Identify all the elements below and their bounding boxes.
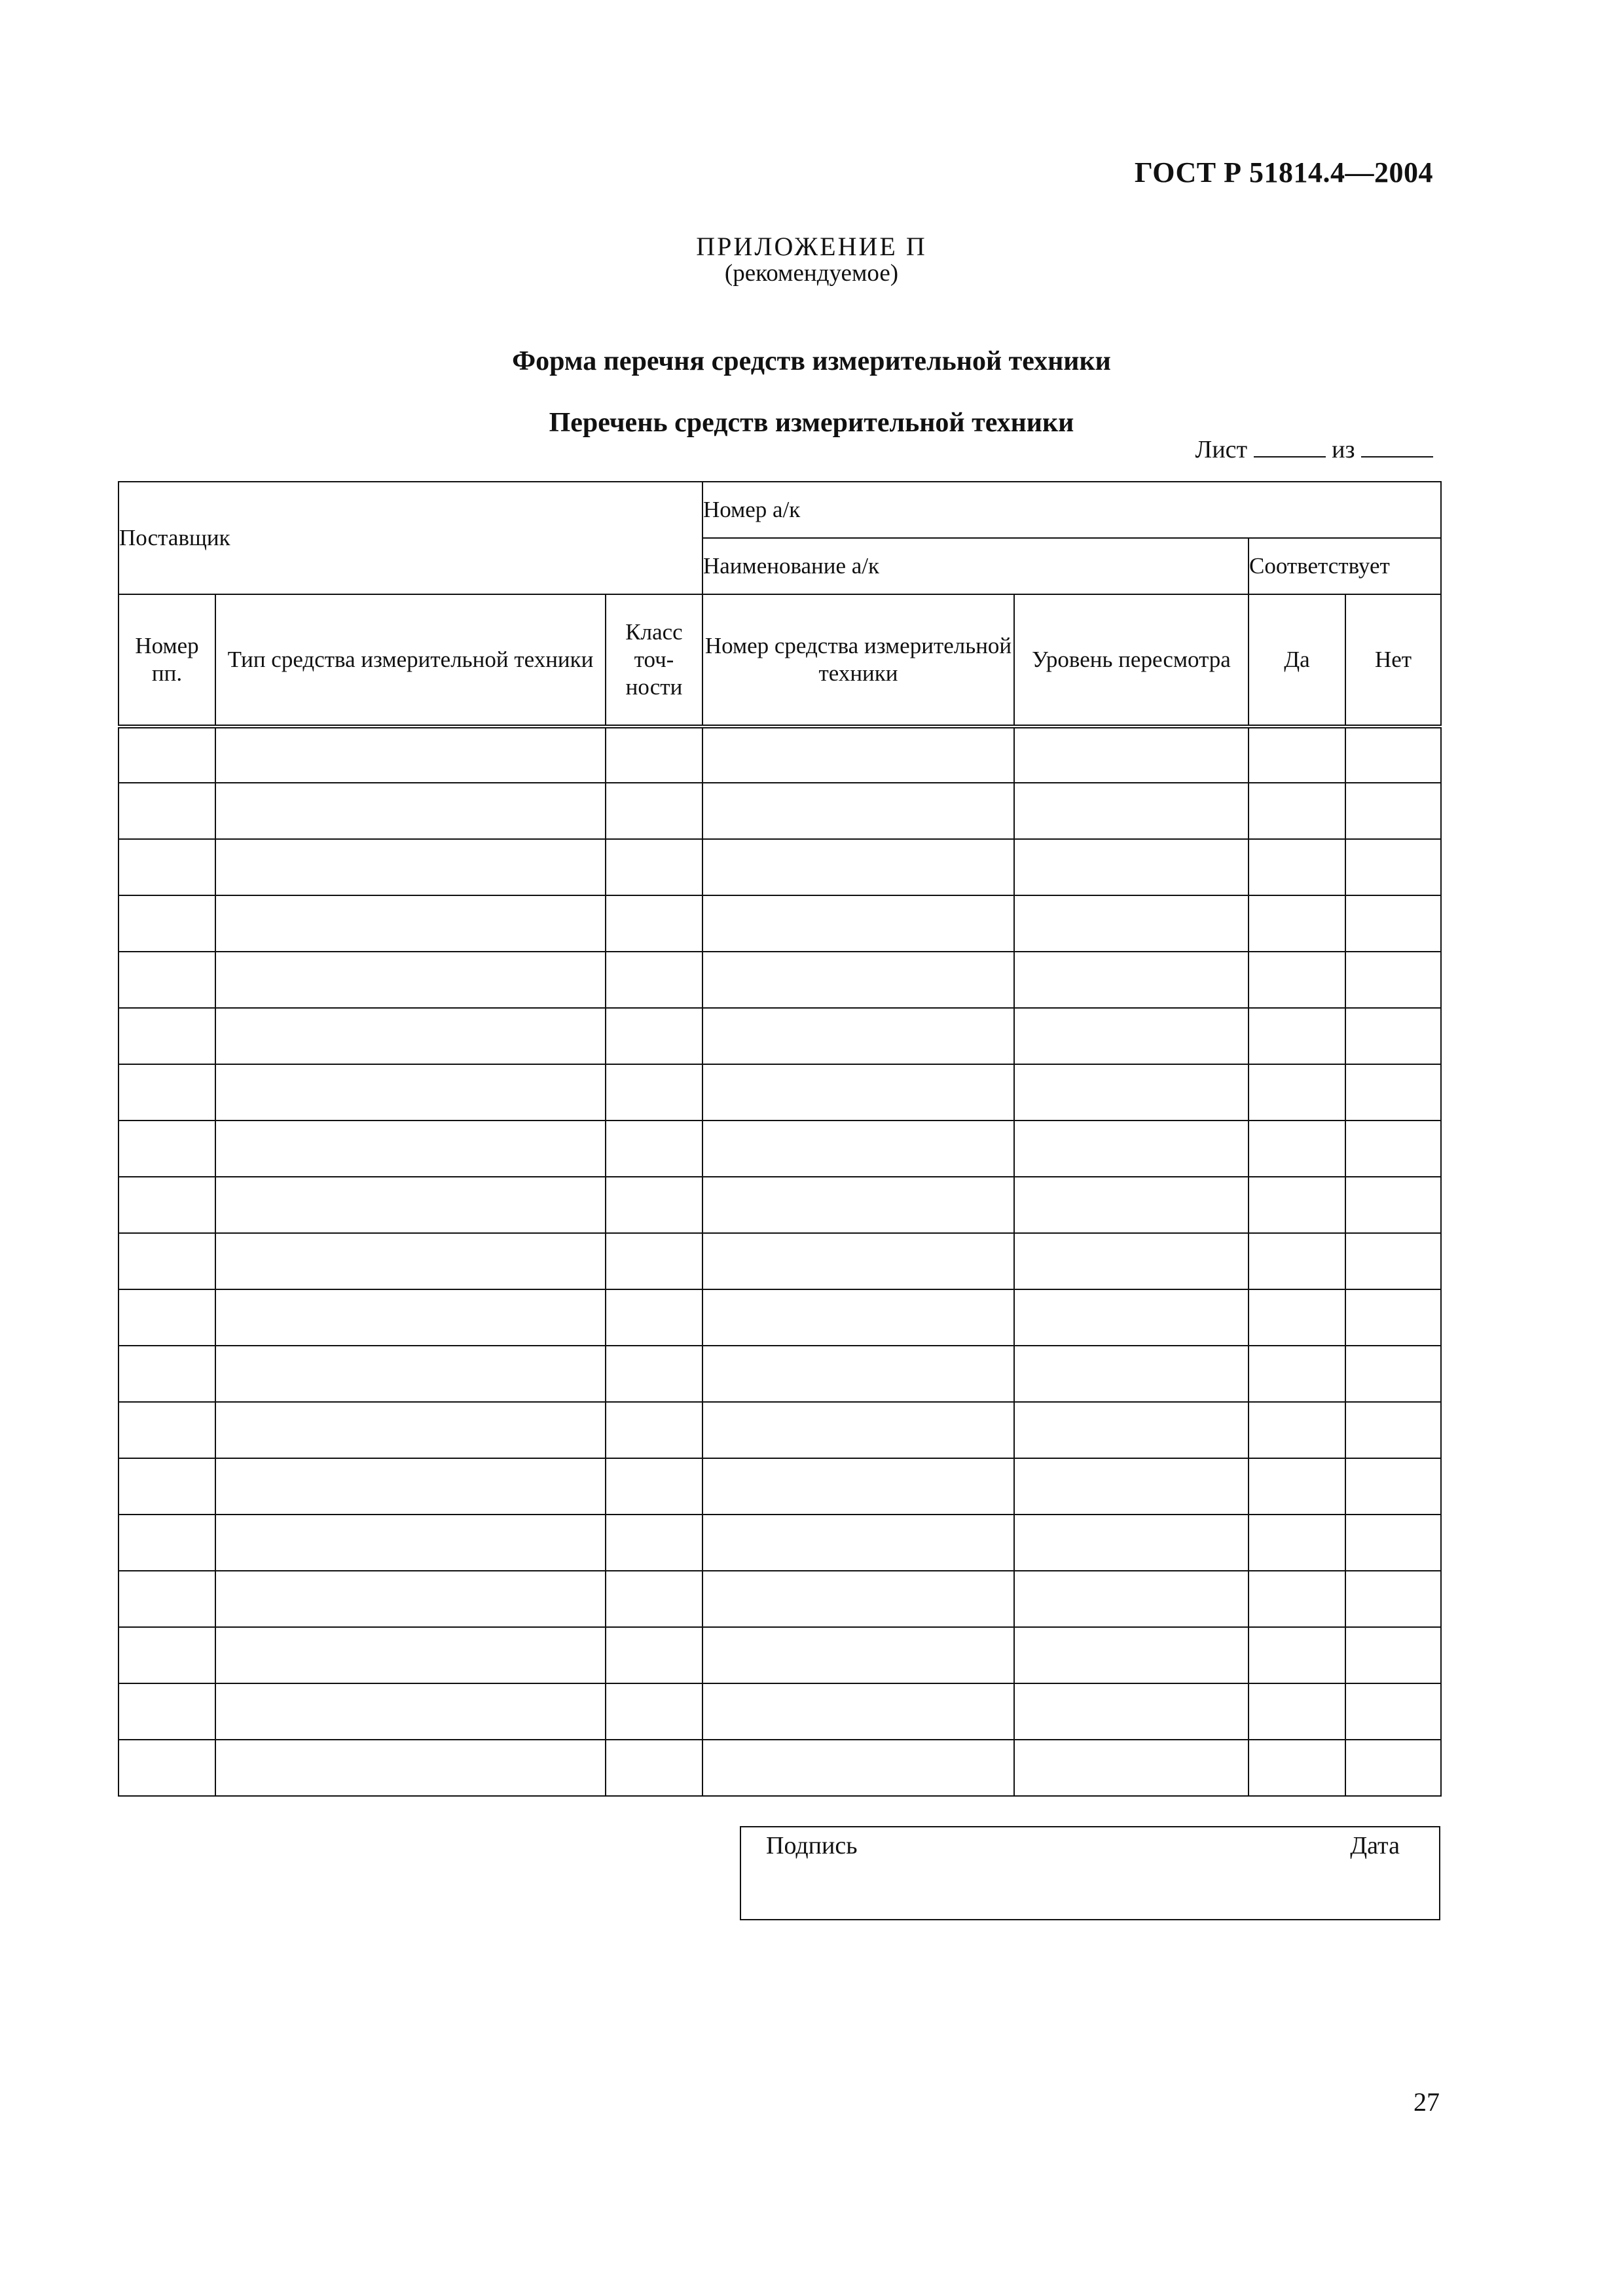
cell-instrument-number[interactable]	[702, 1515, 1014, 1571]
cell-instrument-number[interactable]	[702, 1121, 1014, 1177]
cell-revision-level[interactable]	[1014, 1346, 1249, 1402]
cell-instrument-type[interactable]	[215, 952, 606, 1008]
cell-revision-level[interactable]	[1014, 1571, 1249, 1627]
cell-revision-level[interactable]	[1014, 783, 1249, 839]
table-row	[119, 1740, 1441, 1796]
standard-code: ГОСТ Р 51814.4—2004	[1134, 156, 1433, 188]
table-row	[119, 1627, 1441, 1683]
table-row	[119, 1177, 1441, 1233]
cell-item-number[interactable]	[119, 839, 215, 895]
cell-instrument-number[interactable]	[702, 1683, 1014, 1740]
date-label: Дата	[1350, 1832, 1400, 1859]
supplier-label: Поставщик	[119, 525, 230, 550]
cell-yes[interactable]	[1249, 1346, 1345, 1402]
cell-accuracy-class[interactable]	[606, 1121, 702, 1177]
table-row	[119, 783, 1441, 839]
cell-accuracy-class[interactable]	[606, 1683, 702, 1740]
cell-instrument-type[interactable]	[215, 1064, 606, 1121]
cell-revision-level[interactable]	[1014, 1064, 1249, 1121]
cell-item-number[interactable]	[119, 1233, 215, 1289]
column-header-instrument-number: Номер средства измерительной техники	[702, 594, 1014, 726]
cell-no[interactable]	[1345, 1458, 1441, 1515]
table-row	[119, 1683, 1441, 1740]
cell-yes[interactable]	[1249, 895, 1345, 952]
cell-instrument-number[interactable]	[702, 1458, 1014, 1515]
cell-instrument-type[interactable]	[215, 1515, 606, 1571]
cell-instrument-number[interactable]	[702, 726, 1014, 783]
cell-instrument-type[interactable]	[215, 1289, 606, 1346]
cell-instrument-number[interactable]	[702, 1064, 1014, 1121]
table-row	[119, 1346, 1441, 1402]
cell-item-number[interactable]	[119, 1683, 215, 1740]
table-row	[119, 1121, 1441, 1177]
cell-item-number[interactable]	[119, 1571, 215, 1627]
cell-instrument-number[interactable]	[702, 1289, 1014, 1346]
cell-no[interactable]	[1345, 1121, 1441, 1177]
cell-no[interactable]	[1345, 1177, 1441, 1233]
cell-item-number[interactable]	[119, 1121, 215, 1177]
table-row	[119, 895, 1441, 952]
column-header-instrument-type: Тип средства измерительной техники	[215, 594, 606, 726]
cell-yes[interactable]	[1249, 1571, 1345, 1627]
table-row	[119, 1008, 1441, 1064]
cell-yes[interactable]	[1249, 1627, 1345, 1683]
cell-revision-level[interactable]	[1014, 839, 1249, 895]
cell-no[interactable]	[1345, 1402, 1441, 1458]
cell-item-number[interactable]	[119, 1346, 215, 1402]
cell-instrument-type[interactable]	[215, 895, 606, 952]
table-row	[119, 1289, 1441, 1346]
signature-box[interactable]	[740, 1826, 1440, 1920]
cell-yes[interactable]	[1249, 1177, 1345, 1233]
table-row	[119, 1064, 1441, 1121]
cell-revision-level[interactable]	[1014, 1683, 1249, 1740]
sheet-total-blank[interactable]	[1361, 437, 1433, 457]
cell-item-number[interactable]	[119, 1008, 215, 1064]
cell-instrument-number[interactable]	[702, 1627, 1014, 1683]
cell-accuracy-class[interactable]	[606, 839, 702, 895]
ak-name-label: Наименование а/к	[703, 553, 880, 579]
cell-revision-level[interactable]	[1014, 1177, 1249, 1233]
appendix-status: (рекомендуемое)	[724, 260, 899, 287]
conforms-label: Соответствует	[1249, 553, 1390, 579]
cell-instrument-number[interactable]	[702, 1571, 1014, 1627]
cell-yes[interactable]	[1249, 952, 1345, 1008]
cell-no[interactable]	[1345, 839, 1441, 895]
cell-instrument-number[interactable]	[702, 1402, 1014, 1458]
cell-accuracy-class[interactable]	[606, 1289, 702, 1346]
cell-no[interactable]	[1345, 895, 1441, 952]
cell-revision-level[interactable]	[1014, 1740, 1249, 1796]
cell-revision-level[interactable]	[1014, 1233, 1249, 1289]
cell-instrument-number[interactable]	[702, 1177, 1014, 1233]
cell-instrument-number[interactable]	[702, 1346, 1014, 1402]
cell-no[interactable]	[1345, 1571, 1441, 1627]
ak-number-cell[interactable]	[702, 482, 1441, 538]
cell-item-number[interactable]	[119, 1515, 215, 1571]
cell-yes[interactable]	[1249, 726, 1345, 783]
cell-revision-level[interactable]	[1014, 726, 1249, 783]
cell-instrument-type[interactable]	[215, 1740, 606, 1796]
cell-accuracy-class[interactable]	[606, 783, 702, 839]
cell-accuracy-class[interactable]	[606, 895, 702, 952]
cell-yes[interactable]	[1249, 1064, 1345, 1121]
cell-accuracy-class[interactable]	[606, 1064, 702, 1121]
cell-item-number[interactable]	[119, 952, 215, 1008]
conforms-header	[1249, 538, 1441, 594]
cell-revision-level[interactable]	[1014, 1515, 1249, 1571]
page-number: 27	[1413, 2087, 1440, 2117]
cell-yes[interactable]	[1249, 1233, 1345, 1289]
sheet-number-blank[interactable]	[1254, 437, 1326, 457]
table-row	[119, 952, 1441, 1008]
cell-revision-level[interactable]	[1014, 1627, 1249, 1683]
cell-no[interactable]	[1345, 1064, 1441, 1121]
form-title: Форма перечня средств измерительной техники	[512, 346, 1111, 376]
cell-instrument-number[interactable]	[702, 952, 1014, 1008]
cell-no[interactable]	[1345, 1233, 1441, 1289]
cell-yes[interactable]	[1249, 1008, 1345, 1064]
cell-accuracy-class[interactable]	[606, 1008, 702, 1064]
cell-instrument-type[interactable]	[215, 1233, 606, 1289]
cell-accuracy-class[interactable]	[606, 1233, 702, 1289]
table-row	[119, 1233, 1441, 1289]
cell-no[interactable]	[1345, 1683, 1441, 1740]
cell-accuracy-class[interactable]	[606, 1515, 702, 1571]
cell-yes[interactable]	[1249, 1121, 1345, 1177]
cell-no[interactable]	[1345, 1740, 1441, 1796]
column-header-no: Нет	[1345, 594, 1441, 726]
table-row	[119, 1402, 1441, 1458]
cell-item-number[interactable]	[119, 1740, 215, 1796]
cell-yes[interactable]	[1249, 1289, 1345, 1346]
cell-yes[interactable]	[1249, 1402, 1345, 1458]
cell-accuracy-class[interactable]	[606, 726, 702, 783]
cell-instrument-type[interactable]	[215, 1402, 606, 1458]
table-row	[119, 1515, 1441, 1571]
cell-no[interactable]	[1345, 783, 1441, 839]
cell-revision-level[interactable]	[1014, 1458, 1249, 1515]
cell-revision-level[interactable]	[1014, 952, 1249, 1008]
cell-instrument-number[interactable]	[702, 1008, 1014, 1064]
cell-no[interactable]	[1345, 952, 1441, 1008]
cell-instrument-type[interactable]	[215, 1627, 606, 1683]
cell-accuracy-class[interactable]	[606, 1346, 702, 1402]
cell-item-number[interactable]	[119, 726, 215, 783]
table-row	[119, 726, 1441, 783]
list-title: Перечень средств измерительной техники	[549, 408, 1074, 438]
supplier-cell[interactable]	[119, 482, 702, 594]
column-header-item-number: Номер пп.	[119, 594, 215, 726]
cell-item-number[interactable]	[119, 895, 215, 952]
cell-instrument-type[interactable]	[215, 1458, 606, 1515]
cell-yes[interactable]	[1249, 839, 1345, 895]
ak-name-cell[interactable]	[702, 538, 1249, 594]
cell-instrument-type[interactable]	[215, 1683, 606, 1740]
cell-revision-level[interactable]	[1014, 1008, 1249, 1064]
cell-yes[interactable]	[1249, 783, 1345, 839]
cell-accuracy-class[interactable]	[606, 1740, 702, 1796]
table-row	[119, 839, 1441, 895]
cell-revision-level[interactable]	[1014, 1402, 1249, 1458]
cell-yes[interactable]	[1249, 1458, 1345, 1515]
cell-no[interactable]	[1345, 1289, 1441, 1346]
cell-yes[interactable]	[1249, 1515, 1345, 1571]
cell-accuracy-class[interactable]	[606, 1402, 702, 1458]
cell-item-number[interactable]	[119, 1627, 215, 1683]
cell-instrument-type[interactable]	[215, 726, 606, 783]
cell-accuracy-class[interactable]	[606, 1177, 702, 1233]
cell-yes[interactable]	[1249, 1683, 1345, 1740]
cell-instrument-type[interactable]	[215, 783, 606, 839]
cell-instrument-number[interactable]	[702, 1233, 1014, 1289]
cell-item-number[interactable]	[119, 1177, 215, 1233]
cell-no[interactable]	[1345, 1008, 1441, 1064]
cell-instrument-number[interactable]	[702, 839, 1014, 895]
column-header-revision-level: Уровень пересмотра	[1014, 594, 1249, 726]
cell-instrument-number[interactable]	[702, 895, 1014, 952]
cell-revision-level[interactable]	[1014, 1121, 1249, 1177]
cell-accuracy-class[interactable]	[606, 952, 702, 1008]
cell-no[interactable]	[1345, 726, 1441, 783]
cell-item-number[interactable]	[119, 1458, 215, 1515]
cell-item-number[interactable]	[119, 1402, 215, 1458]
column-header-accuracy-class: Класс точ-ности	[606, 594, 702, 726]
cell-instrument-type[interactable]	[215, 1346, 606, 1402]
cell-no[interactable]	[1345, 1346, 1441, 1402]
cell-instrument-number[interactable]	[702, 783, 1014, 839]
table-row	[119, 1571, 1441, 1627]
column-header-row	[119, 594, 1441, 726]
table-row	[119, 1458, 1441, 1515]
signature-label: Подпись	[766, 1832, 858, 1859]
cell-accuracy-class[interactable]	[606, 1571, 702, 1627]
cell-revision-level[interactable]	[1014, 1289, 1249, 1346]
ak-number-label: Номер а/к	[703, 497, 801, 522]
instrument-list-table	[118, 481, 1442, 1797]
appendix-title: ПРИЛОЖЕНИЕ П	[696, 232, 927, 261]
cell-accuracy-class[interactable]	[606, 1627, 702, 1683]
cell-revision-level[interactable]	[1014, 895, 1249, 952]
cell-no[interactable]	[1345, 1627, 1441, 1683]
cell-item-number[interactable]	[119, 783, 215, 839]
cell-no[interactable]	[1345, 1515, 1441, 1571]
cell-item-number[interactable]	[119, 1289, 215, 1346]
cell-item-number[interactable]	[119, 1064, 215, 1121]
cell-instrument-type[interactable]	[215, 1121, 606, 1177]
cell-instrument-type[interactable]	[215, 839, 606, 895]
cell-instrument-type[interactable]	[215, 1571, 606, 1627]
cell-instrument-type[interactable]	[215, 1008, 606, 1064]
column-header-yes: Да	[1249, 594, 1345, 726]
sheet-counter	[1195, 435, 1433, 464]
cell-instrument-type[interactable]	[215, 1177, 606, 1233]
sheet-of-label: из	[1332, 436, 1355, 463]
cell-yes[interactable]	[1249, 1740, 1345, 1796]
cell-instrument-number[interactable]	[702, 1740, 1014, 1796]
sheet-label: Лист	[1195, 436, 1248, 463]
cell-accuracy-class[interactable]	[606, 1458, 702, 1515]
